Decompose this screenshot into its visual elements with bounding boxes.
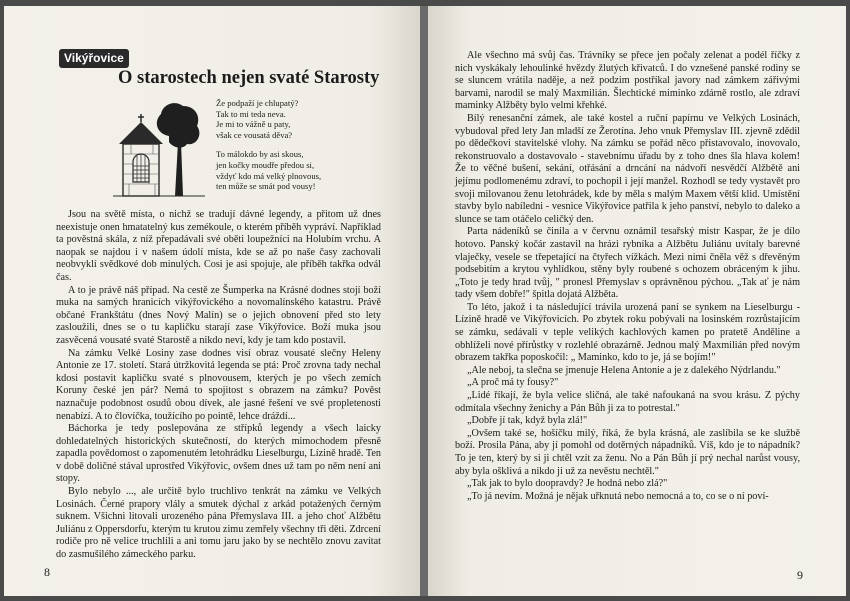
paragraph: Na zámku Velké Losiny zase dodnes visí obraz vousaté slečny Heleny Antonie ze 17. století. Stará útržkovitá legenda se ptá: Proč zrovna tady nechal kdosi postavit kapličku svaté s plnovousem, kterých je po všech zemích Koruny české jen pár? Nemá to spojitost s obrazem na zámku? Pověst naznačuje podobnost osudů obou dívek, ale jasné řešení ve své propletenosti nenabízí. A to človíčka, toužícího po pointě, lehce dráždí... <box>56 347 381 422</box>
paragraph: Báchorka je tedy poslepována ze střípků legendy a všech laicky dohledatelných historických skutečností, do kterých mimochodem přesně zapadla povědomost o zapomenutém letohrádku Lieselburgu, Lízině hradě. Ten v době doličné stával uprostřed Vikýřovic, ovšem dnes už tam po něm není ani stopy. <box>56 423 381 485</box>
poem-line: Tak to mi teda neva. <box>216 108 286 119</box>
left-page <box>4 6 420 596</box>
paragraph: „Tak jak to bylo doopravdy? Je hodná nebo zlá?" <box>467 478 668 490</box>
poem <box>216 98 321 201</box>
paragraph: „Dobře jí tak, když byla zlá!" <box>467 415 588 427</box>
chapter-title: O starostech nejen svaté Starosty <box>118 68 380 88</box>
page-number-right: 9 <box>797 568 803 582</box>
poem-line: Je mi to vážně u paty, <box>216 119 291 130</box>
poem-line: jen kočky moudře předou si, <box>216 159 315 170</box>
book-spread <box>4 6 846 596</box>
poem-line: Že podpaží je chlupatý? <box>216 98 299 108</box>
chapel-and-tree-drawing <box>109 98 209 198</box>
paragraph: Bylo nebylo ..., ale určitě bylo truchlivo tenkrát na zámku ve Velkých Losinách. Černé prapory vlály a smutek dýchal z arkád potažených černým suknem. Všichni litovali urozeného pána Přemyslava III. a jeho choť Alžbětu Juliánu z Oppersdorfu, kterým tu krutou zimu zemřely všechny tři děti. Zdrcení rodiče pro ně velice truchlili a ani tomu jaru jako by se nechtělo znovu zavítat do zasmušilého zámeckého parku. <box>56 486 381 561</box>
paragraph: Ale všechno má svůj čas. Trávníky se přece jen počaly zelenat a podél říčky z nich vyskákaly lehoulinké hvězdy žlutých křivatců. I do vznešené panské rodiny se se sluncem vrátila naděje, a než podzim postříkal javory nad zámkem zářivými barvami, narodil se malý Maxmilián. Šlechtické miminko zdárně rostlo, ale zdraví maminky Alžběty bylo velmi křehké. <box>455 50 800 112</box>
paragraph: Parta nádeníků se činila a v červnu oznámil tesařský mistr Kaspar, že je dílo hotovo. Panský kočár zastavil na hrázi rybníka a Alžbětu Juliánu uvítaly barevné vlaječky, vesele se třepetající na čtyřech vížkách. Mezi nimi čněla věž s dřevěným podsebitím a krytou vyhlídkou, stěny byly roubené s ochozem obráceným k jihu. „Toto je tedy hrad tvůj, " pronesl Přemyslav s oprávněnou pýchou. „Tak ať je nám tady všem dobře!" špitla dojatá Alžběta. <box>455 226 800 301</box>
paragraph: „Lidé říkají, že byla velice sličná, ale také nafoukaná na svou krásu. Z pýchy odmítala všechny ženichy a Pán Bůh ji za to potrestal." <box>455 390 800 414</box>
poem-stanza <box>216 98 321 140</box>
paragraph: „Ale neboj, ta slečna se jmenuje Helena Antonie a je z dalekého Nýdrlandu." <box>467 364 781 376</box>
paragraph: „A proč má ty fousy?" <box>467 377 559 389</box>
poem-line: To málokdo by asi skous, <box>216 149 304 160</box>
poem-line: ten může se smát pod vousy! <box>216 181 316 192</box>
paragraph: „To já nevím. Možná je nějak uřknutá nebo nemocná a to, co se o ní poví- <box>467 490 769 502</box>
book-gutter <box>420 6 428 596</box>
paragraph: Jsou na světě místa, o nichž se tradují dávné legendy, a přitom už dnes neexistuje onen hmatatelný kus zemékoule, o kterém příběh vypráví. Například ta pověstná skála, z níž přepadávali své oběti loupežníci na Holubím vrchu. A naopak se najdou i v našem údolí místa, kde se až po naše časy zachovali neobvyklí svědkové dob minulých. Cosi je asi spojuje, ale příběh takřka odvál čas. <box>56 209 381 283</box>
paragraph: Bílý renesanční zámek, ale také kostel a ruční papírnu ve Velkých Losinách, vybudoval před lety Jan mladší ze Žerotína. Jeho vnuk Přemyslav III. zjevně zdědil po dědečkovi stavitelské vlohy. Na zámku se pořád něco přistavovalo, inovovalo, rekonstruovalo a dostavovalo - stavebnímu úřadu by z toho dnes šla hlava kolem! Že to věčné bušení, sekání, otřásání a drncání na nádvoří nesvědčí Alžbětě ani jejímu podlomenému zdraví, to pochopil i její manžel. Rozhodl se tedy vystavět pro svoji milovanou ženu letohrádek, kde by měla s malým Maxem větší klid. Umístění stavby bylo nabíledni - vesnice Vikýřovice patřila k jeho panství, nebylo to daleko a slunce se tam otáčelo celičký den. <box>455 112 800 225</box>
right-body-text <box>455 50 800 503</box>
left-body-text <box>56 209 381 562</box>
paragraph: „Ovšem také se, hošíčku milý, říká, že byla krásná, ale zaslíbila se ke službě boží. Prosila Pána, aby jí pomohl od dotěrných nápadníků. Víš, kdo je to nápadník? To je ten, který by si ji chtěl vzít za ženu. No a Pán Bůh jí prý nechal narůst vousy, aby byla ošklivá a nikdo ji už za nevěstu nechtěl." <box>455 427 800 477</box>
poem-line: však ce vousatá děva? <box>216 129 293 140</box>
poem-line: vždyť kdo má velký plnovous, <box>216 170 322 181</box>
section-tag: Vikýřovice <box>59 49 129 68</box>
poem-stanza <box>216 149 321 191</box>
paragraph: To léto, jakož i ta následující trávila urozená paní se synkem na Lieselburgu - Lízině hradě ve Vikýřovicích. Po zbytek roku pobývali na losinském rozrůstajícím se zámku, sedávali v teple velikých kachlových kamen po pratetě Anděline a obhlíželi nové přírůstky v rozlehlé obrazárně. Jednou malý Maxmilián před novým obrazem takřka poposkočil: „ Maminko, kdo to je, já se bojím!" <box>455 301 800 364</box>
page-number-left: 8 <box>44 565 50 579</box>
paragraph: A to je právě náš případ. Na cestě ze Šumperka na Krásné dodnes stojí boží muka na samých hranicích vikýřovického a novomalínského katastru. Právě občané Frankštátu (dnes Nový Malín) se o jejich obnovení před sto lety zasloužili, dnes se o tu kapličku starají zase Vikýřovice. Boží muka jsou zasvěcená vousaté svaté Starostě a nikdo neví, kdy je tam kdo postavil. <box>56 284 381 346</box>
